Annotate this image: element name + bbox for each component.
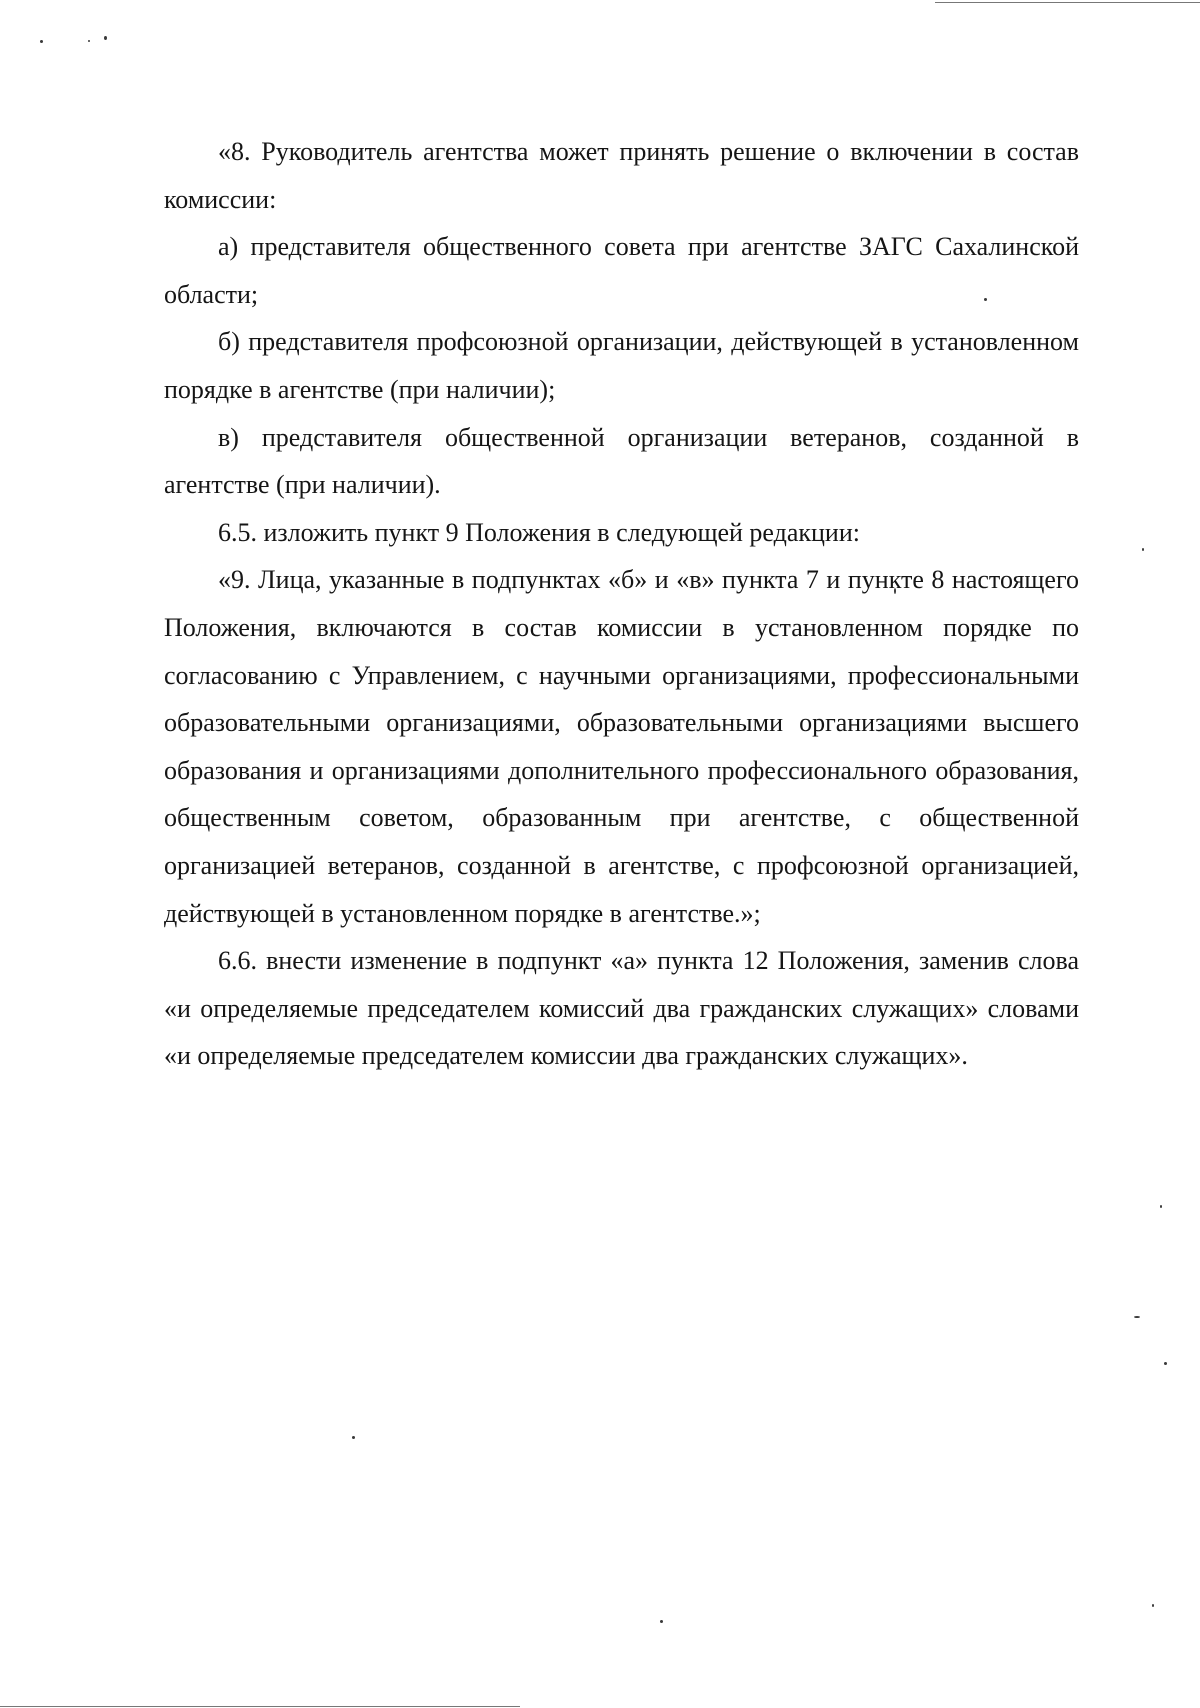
paragraph-subitem-v: в) представителя общественной организации ветеранов, созданной в агентстве (при наличии). (164, 422, 1079, 500)
scan-speck (104, 36, 107, 40)
scan-speck (1164, 1362, 1167, 1365)
scan-speck (40, 40, 43, 43)
paragraph-item-8: «8. Руководитель агентства может принять решение о включении в состав комиссии: (164, 137, 1079, 214)
scan-speck (1134, 1316, 1140, 1318)
top-edge-rule (935, 2, 1200, 3)
document-body (164, 128, 1079, 1080)
bottom-edge-rule (0, 1706, 520, 1707)
scan-speck (1142, 548, 1144, 551)
scan-speck (1160, 1205, 1162, 1208)
scan-speck (88, 40, 90, 42)
paragraph-6-5: 6.5. изложить пункт 9 Положения в следующей редакции: (218, 517, 860, 547)
scan-speck (352, 1436, 355, 1439)
paragraph-subitem-a: а) представителя общественного совета при агентстве ЗАГС Сахалинской области; (164, 232, 1079, 309)
scan-speck (1152, 1604, 1154, 1607)
scan-speck (660, 1620, 663, 1623)
paragraph-item-9: «9. Лица, указанные в подпунктах «б» и «в» пункта 7 и пункте 8 настоящего Положения, включаются в состав комиссии в установленном порядке по согласованию с Управлением, с научными организациями, профессиональными образовательными организациями, образовательными организациями высшего образования и организациями дополнительного профессионального образования, общественным советом, образованным при агентстве, с общественной организацией ветеранов, созданной в агентстве, с профсоюзной организацией, действующей в установленном порядке в агентстве.»; (164, 565, 1079, 928)
paragraph-6-6: 6.6. внести изменение в подпункт «а» пункта 12 Положения, заменив слова «и определяемые председателем комиссий два гражданских служащих» словами «и определяемые председателем комиссии два гражданских служащих». (164, 946, 1079, 1071)
paragraph-subitem-b: б) представителя профсоюзной организации, действующей в установленном порядке в агентстве (при наличии); (164, 327, 1079, 404)
